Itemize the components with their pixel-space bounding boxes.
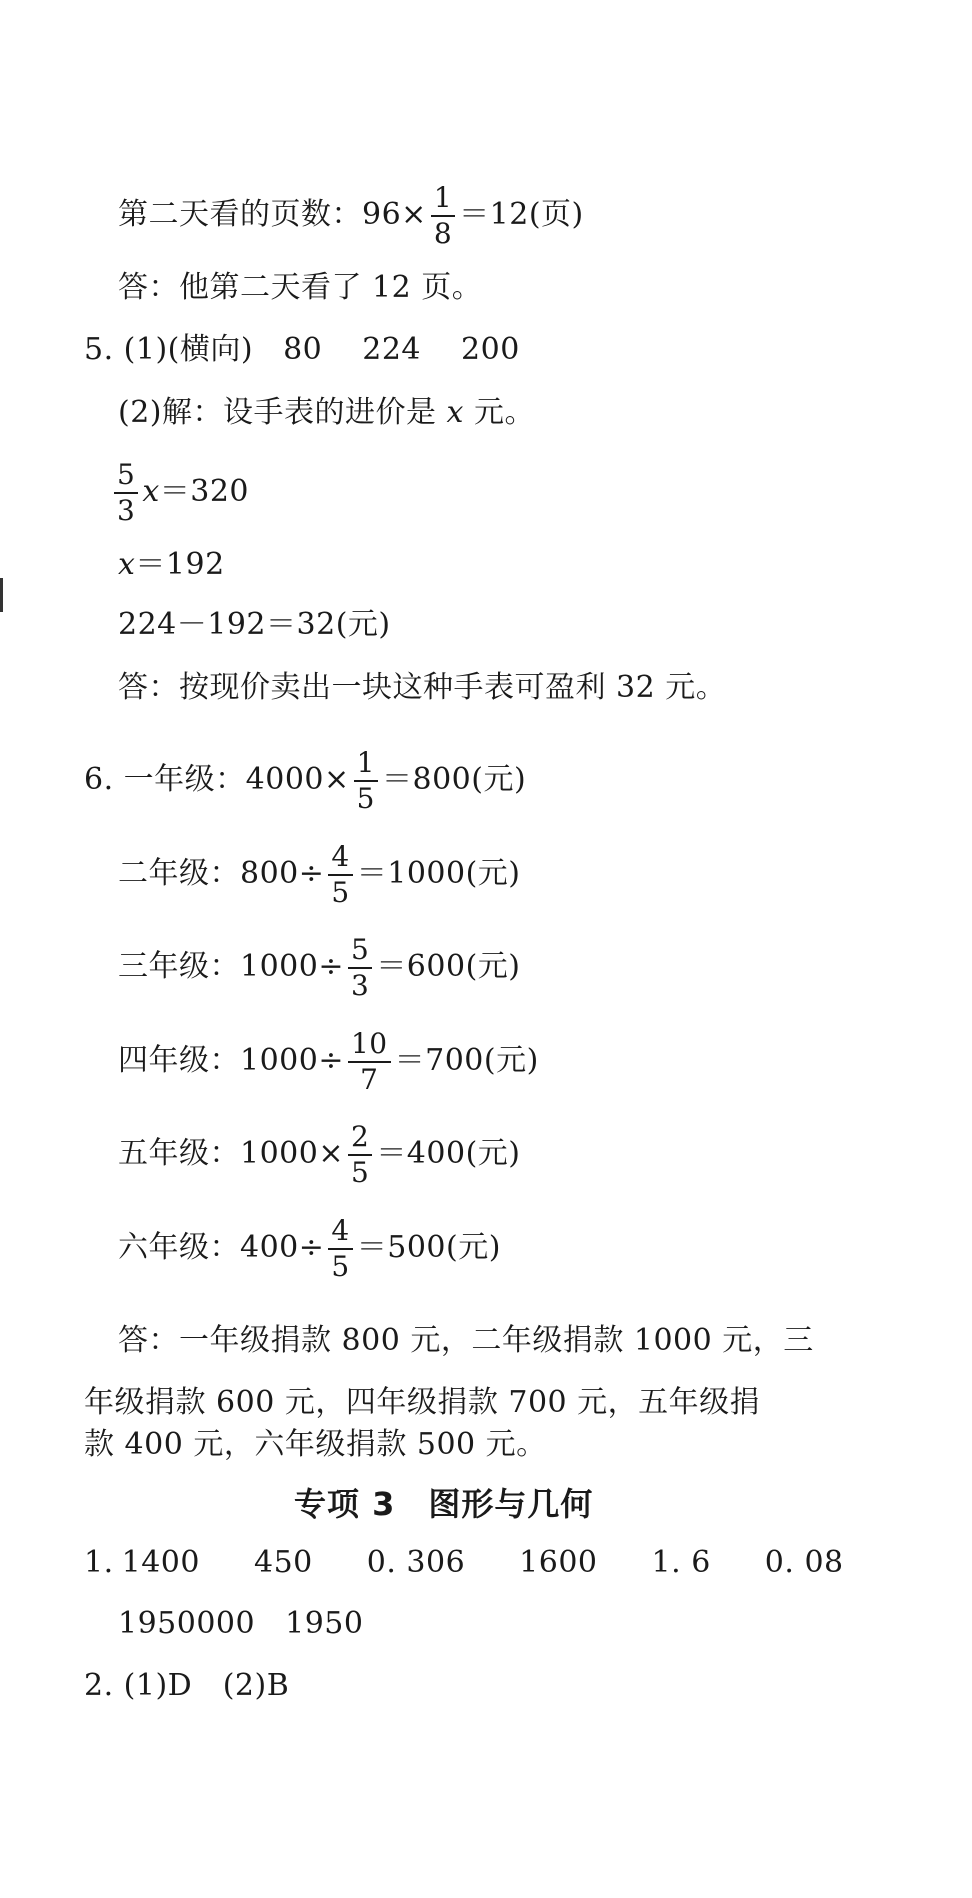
- numerator: 10: [350, 1027, 388, 1060]
- grade-5-equation: [118, 1122, 520, 1188]
- equation-result: ＝192: [135, 547, 225, 582]
- equation-result: ＝12(页): [459, 197, 584, 232]
- variable: x: [118, 547, 136, 582]
- question-2-answers: 2. (1)D (2)B: [84, 1668, 290, 1703]
- equation-text: 三年级：1000÷: [118, 949, 344, 984]
- fraction: [328, 842, 352, 908]
- numerator: 2: [350, 1120, 370, 1153]
- denominator: 5: [356, 782, 375, 815]
- answer-profit: 答：按现价卖出一块这种手表可盈利 32 元。: [118, 670, 727, 705]
- fraction: [348, 1122, 372, 1188]
- question-5-part-2-setup: [118, 395, 535, 431]
- numerator: 4: [331, 1214, 350, 1247]
- fraction: [348, 935, 372, 1001]
- answer-value: 0. 08: [764, 1545, 844, 1580]
- profit-calculation: 224－192＝32(元): [118, 607, 391, 642]
- grade-2-equation: [118, 842, 521, 908]
- equation-text: 6. 一年级：4000×: [84, 762, 350, 797]
- page-edge-mark: [0, 578, 3, 612]
- equation-text: 六年级：400÷: [118, 1230, 325, 1265]
- equation-text: 第二天看的页数：96×: [118, 197, 427, 232]
- denominator: 5: [331, 876, 350, 909]
- fraction: [348, 1029, 391, 1095]
- equation-result: ＝320: [159, 474, 250, 509]
- grade-4-equation: [118, 1029, 539, 1095]
- answer-value: 1950000: [118, 1606, 256, 1641]
- variable: x: [446, 395, 464, 430]
- setup-text: (2)解：设手表的进价是: [118, 395, 437, 430]
- numerator: 1: [356, 746, 375, 779]
- equation-result: ＝600(元): [376, 949, 521, 984]
- denominator: 5: [350, 1156, 370, 1189]
- grade-1-equation: [84, 748, 526, 814]
- equation-result: ＝1000(元): [356, 856, 521, 891]
- question-1-answers: [84, 1545, 844, 1581]
- answer-day-two: 答：他第二天看了 12 页。: [118, 270, 483, 305]
- equation-result: ＝800(元): [381, 762, 527, 797]
- answer-value: 224: [362, 332, 422, 367]
- answer-value: 1400: [121, 1545, 200, 1580]
- equation-text: 五年级：1000×: [118, 1136, 344, 1171]
- numerator: 1: [433, 181, 453, 214]
- denominator: 8: [433, 217, 453, 250]
- equation-step-1: [114, 460, 249, 526]
- equation-result: ＝400(元): [376, 1136, 521, 1171]
- answer-donations-line-1: 答：一年级捐款 800 元，二年级捐款 1000 元，三: [118, 1323, 814, 1358]
- equation-step-2: [118, 547, 225, 583]
- answer-value: 450: [253, 1545, 313, 1580]
- answer-donations-line-3: 款 400 元，六年级捐款 500 元。: [84, 1427, 547, 1462]
- variable: x: [142, 474, 160, 509]
- equation-text: 二年级：800÷: [118, 856, 325, 891]
- answer-value: 1. 6: [651, 1545, 711, 1580]
- answer-donations-line-2: 年级捐款 600 元，四年级捐款 700 元，五年级捐: [84, 1385, 761, 1420]
- equation-result: ＝700(元): [394, 1043, 539, 1078]
- question-label: 1.: [84, 1545, 114, 1580]
- equation-text: 四年级：1000÷: [118, 1043, 344, 1078]
- answer-value: 1600: [519, 1545, 598, 1580]
- fraction: [354, 748, 378, 814]
- numerator: 5: [350, 933, 370, 966]
- fraction: [114, 460, 138, 526]
- answer-value: 80: [283, 332, 323, 367]
- question-1-answers-continued: [118, 1606, 363, 1642]
- section-heading: 专项 3 图形与几何: [294, 1485, 594, 1523]
- day-two-pages-equation: [118, 183, 584, 249]
- fraction: [328, 1216, 352, 1282]
- setup-text-end: 元。: [474, 395, 536, 430]
- numerator: 4: [331, 840, 350, 873]
- denominator: 3: [350, 969, 370, 1002]
- denominator: 7: [360, 1063, 379, 1096]
- grade-6-equation: [118, 1216, 501, 1282]
- fraction: [431, 183, 455, 249]
- numerator: 5: [117, 458, 136, 491]
- equation-result: ＝500(元): [356, 1230, 501, 1265]
- answer-value: 0. 306: [366, 1545, 466, 1580]
- question-5-part-1: [84, 332, 520, 368]
- answer-value: 1950: [285, 1606, 364, 1641]
- grade-3-equation: [118, 935, 520, 1001]
- denominator: 5: [331, 1250, 350, 1283]
- answer-value: 200: [461, 332, 520, 367]
- question-label: 5. (1)(横向): [84, 332, 254, 367]
- denominator: 3: [117, 494, 136, 527]
